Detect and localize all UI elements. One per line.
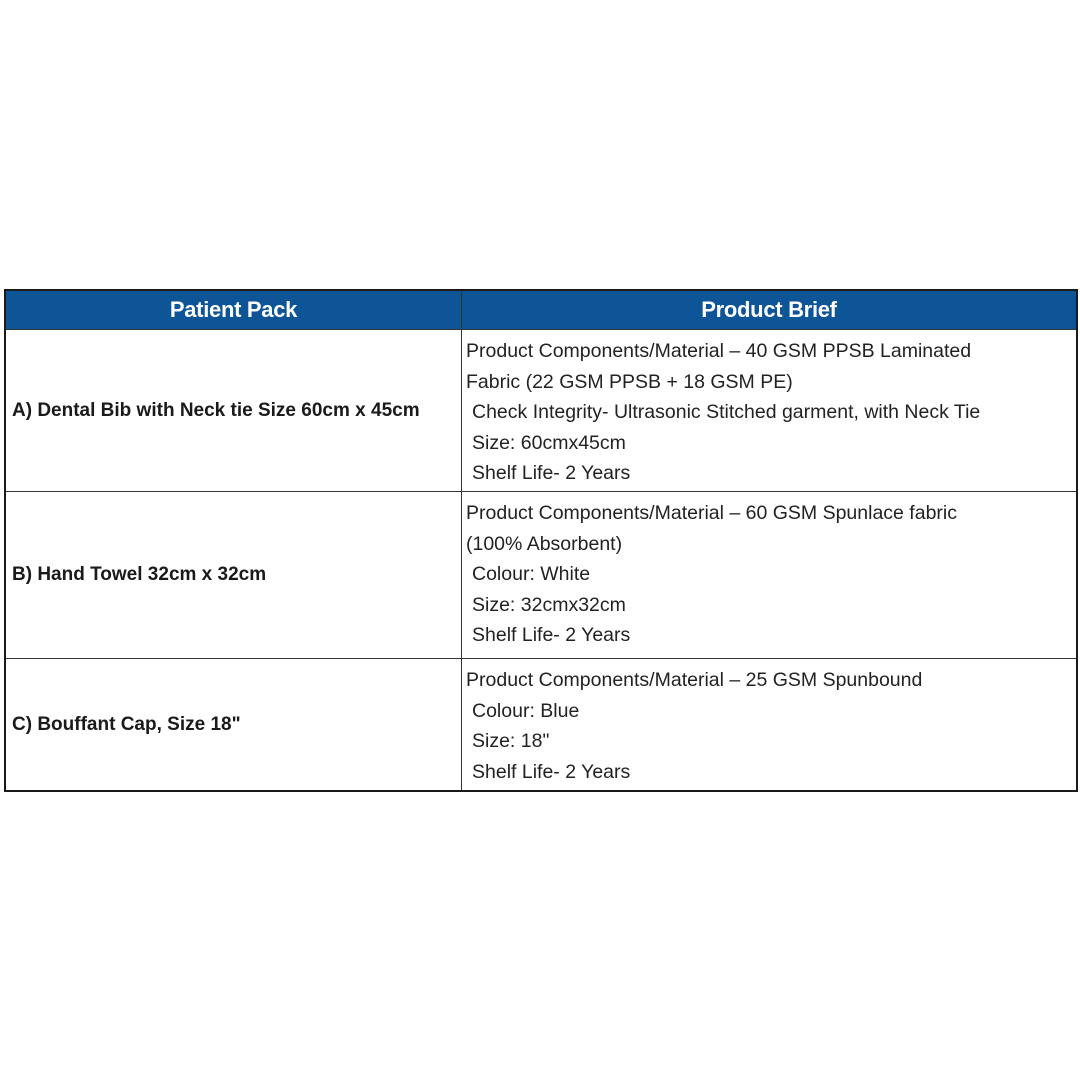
brief-line: Fabric (22 GSM PPSB + 18 GSM PE)	[466, 370, 793, 393]
table-row	[6, 658, 1076, 790]
table-header	[6, 291, 1076, 329]
brief-line: Product Components/Material – 40 GSM PPSB Laminated	[466, 340, 972, 362]
pack-item: B) Hand Towel 32cm x 32cm	[6, 492, 462, 658]
brief-line: Shelf Life- 2 Years	[472, 760, 631, 783]
header-product-brief: Product Brief	[701, 297, 837, 322]
brief-line: Product Components/Material – 25 GSM Spunbound	[466, 669, 923, 691]
brief-line: Check Integrity- Ultrasonic Stitched garment, with Neck Tie	[472, 401, 981, 423]
brief-line: Size: 32cmx32cm	[472, 593, 626, 616]
pack-item: C) Bouffant Cap, Size 18"	[6, 659, 462, 790]
brief-line: Size: 60cmx45cm	[472, 431, 626, 454]
brief-line: Colour: Blue	[472, 699, 580, 722]
product-table	[4, 289, 1078, 792]
brief-line: Colour: White	[472, 563, 591, 585]
brief-line: Size: 18"	[472, 730, 550, 752]
pack-item: A) Dental Bib with Neck tie Size 60cm x 45cm	[6, 330, 462, 491]
brief-line: Product Components/Material – 60 GSM Spunlace fabric	[466, 502, 957, 524]
table-row	[6, 329, 1076, 491]
brief-line: Shelf Life- 2 Years	[472, 624, 631, 646]
brief-line: Shelf Life- 2 Years	[472, 462, 631, 484]
brief-cell	[462, 330, 1076, 491]
brief-cell	[462, 492, 1076, 658]
table-row	[6, 491, 1076, 658]
brief-line: (100% Absorbent)	[466, 532, 623, 555]
header-patient-pack: Patient Pack	[6, 291, 462, 329]
brief-cell	[462, 659, 1076, 790]
